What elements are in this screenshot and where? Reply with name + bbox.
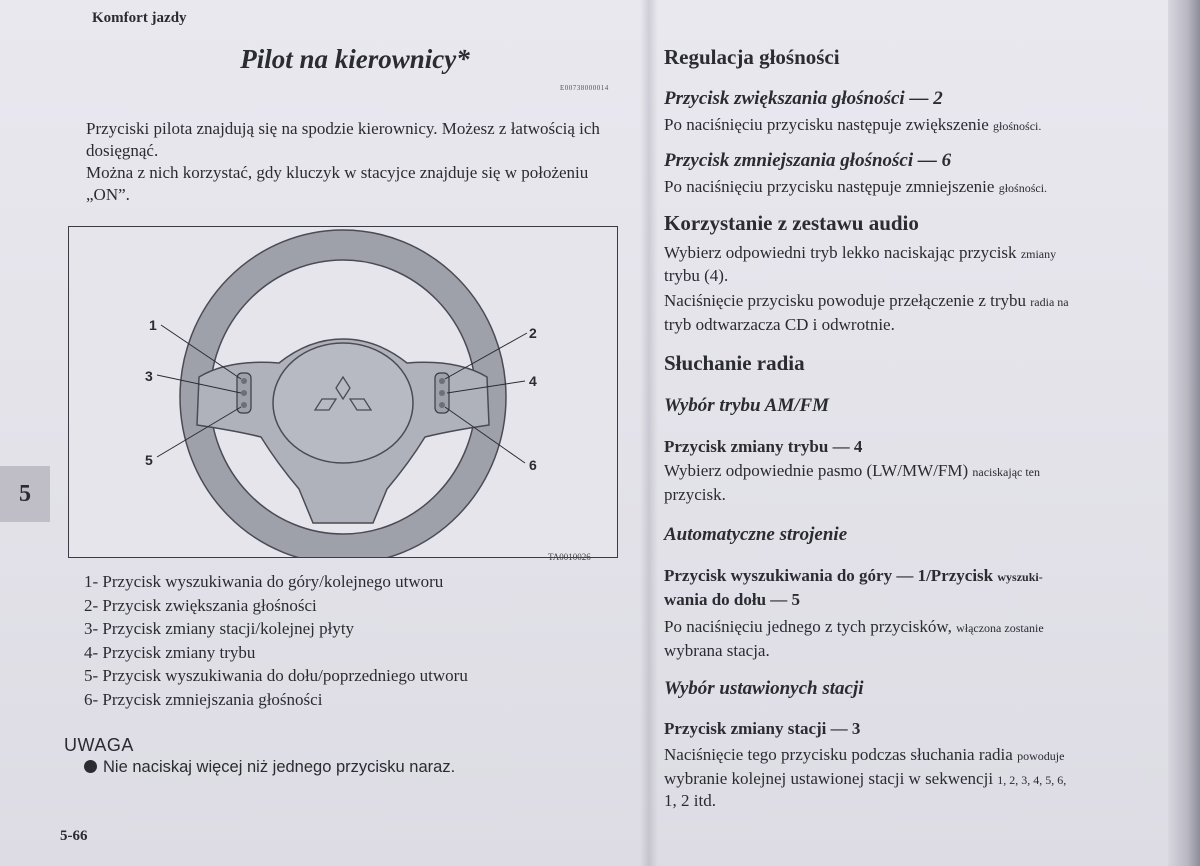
note-text: Nie naciskaj więcej niż jednego przycisku naraz. [103, 758, 456, 776]
station-line-3: 1, 2 itd. [664, 791, 716, 810]
station-button-heading: Przycisk zmiany stacji — 3 [664, 719, 861, 738]
mode-line-2: przycisk. [664, 485, 726, 504]
volume-down-text [664, 176, 1168, 199]
callout-2: 2 [529, 325, 537, 341]
station-line-1-small: powoduje [1017, 749, 1065, 763]
audio-line-1-small: zmiany [1020, 247, 1057, 261]
volume-heading: Regulacja głośności [664, 45, 840, 69]
radio-heading: Słuchanie radia [664, 351, 805, 375]
callout-6: 6 [529, 457, 537, 473]
steering-wheel-figure [68, 226, 618, 558]
legend-item: 6- Przycisk zmniejszania głośności [84, 689, 323, 709]
legend-item: 3- Przycisk zmiany stacji/kolejnej płyty [84, 619, 355, 638]
audio-line-3-small: radia na [1030, 295, 1069, 309]
page-edge [1168, 0, 1200, 866]
seek-heading-main: Przycisk wyszukiwania do góry — 1/Przycisk [664, 566, 994, 585]
page-title: Pilot na kierownicy* [240, 44, 470, 74]
callout-3: 3 [145, 368, 153, 384]
bullet-icon [84, 760, 97, 773]
seek-heading-small: wyszuki- [997, 570, 1043, 584]
audio-line-1 [664, 242, 1168, 265]
page-number: 5-66 [60, 828, 88, 844]
volume-up-heading: Przycisk zwiększania głośności — 2 [664, 88, 943, 109]
seek-heading-line-1 [664, 565, 1168, 588]
mode-button-heading: Przycisk zmiany trybu — 4 [664, 437, 863, 456]
audio-line-3 [664, 290, 1168, 313]
chapter-tab: 5 [0, 466, 50, 522]
right-button-cluster [435, 373, 449, 413]
am-fm-heading: Wybór trybu AM/FM [664, 395, 830, 416]
mode-line-1 [664, 460, 1168, 483]
seek-line-1 [664, 616, 1168, 639]
legend-item: 4- Przycisk zmiany trybu [84, 642, 256, 662]
station-line-1-main: Naciśnięcie tego przycisku podczas słuchania radia [664, 745, 1013, 764]
note-heading: UWAGA [64, 735, 134, 755]
seek-line-1-main: Po naciśnięciu jednego z tych przycisków, [664, 617, 952, 636]
callout-1: 1 [149, 317, 157, 333]
preset-heading: Wybór ustawionych stacji [664, 678, 864, 699]
audio-line-2: trybu (4). [664, 266, 729, 285]
volume-up-text-small: głośności. [993, 119, 1042, 133]
book-gutter [640, 0, 658, 866]
audio-line-1-main: Wybierz odpowiedni tryb lekko naciskając przycisk [664, 243, 1017, 262]
station-line-2 [664, 768, 1168, 791]
intro-text [86, 118, 631, 206]
volume-down-text-main: Po naciśnięciu przycisku następuje zmniejszenie [664, 177, 995, 196]
volume-up-text [664, 114, 1168, 137]
callout-5: 5 [145, 452, 153, 468]
note-item [84, 758, 455, 777]
intro-paragraph: Przyciski pilota znajdują się na spodzie kierownicy. Możesz z łatwością ich dosięgnąć. [86, 119, 600, 160]
volume-down-text-small: głośności. [998, 181, 1048, 195]
airbag-cover [273, 343, 413, 463]
legend-item: 5- Przycisk wyszukiwania do dołu/poprzedniego utworu [84, 666, 468, 685]
seek-heading-line-2: wania do dołu — 5 [664, 590, 801, 609]
seek-line-1-small: włączona zostanie [956, 621, 1044, 635]
steering-wheel-illustration [69, 227, 617, 557]
volume-down-heading: Przycisk zmniejszania głośności — 6 [664, 150, 952, 171]
legend-item: 1- Przycisk wyszukiwania do góry/kolejnego utworu [84, 572, 444, 591]
auto-tuning-heading: Automatyczne strojenie [664, 524, 848, 545]
callout-4: 4 [529, 373, 537, 389]
seek-line-2: wybrana stacja. [664, 641, 770, 660]
figure-code: TA0010026 [548, 552, 591, 562]
audio-line-3-main: Naciśnięcie przycisku powoduje przełączenie z trybu [664, 291, 1027, 310]
mode-line-1-main: Wybierz odpowiednie pasmo (LW/MW/FM) [664, 461, 969, 480]
intro-paragraph: Można z nich korzystać, gdy kluczyk w stacyjce znajduje się w położeniu „ON”. [86, 163, 589, 204]
volume-up-text-main: Po naciśnięciu przycisku następuje zwiększenie [664, 115, 989, 134]
station-line-2-small: 1, 2, 3, 4, 5, 6, [997, 773, 1067, 787]
section-code: E00738000014 [560, 84, 609, 92]
audio-line-4: tryb odtwarzacza CD i odwrotnie. [664, 315, 895, 334]
audio-heading: Korzystanie z zestawu audio [664, 211, 919, 235]
station-line-2-main: wybranie kolejnej ustawionej stacji w sekwencji [664, 769, 994, 788]
mode-line-1-small: naciskając ten [972, 465, 1041, 479]
figure-legend [84, 570, 468, 711]
station-line-1 [664, 744, 1168, 767]
legend-item: 2- Przycisk zwiększania głośności [84, 595, 317, 615]
running-header: Komfort jazdy [92, 10, 187, 26]
